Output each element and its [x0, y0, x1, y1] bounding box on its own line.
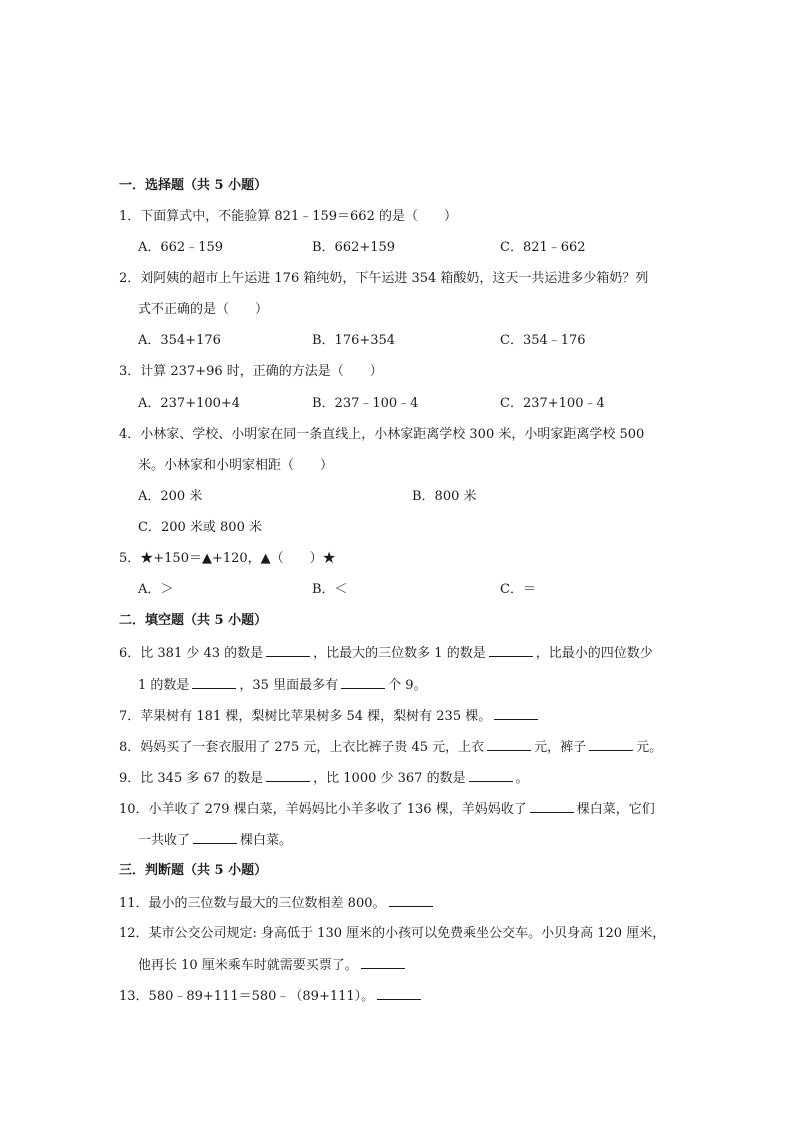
q1-option-b[interactable]: B．662+159 — [312, 240, 396, 255]
q10-text-3: 一共收了 — [138, 833, 191, 848]
q8-blank-2[interactable] — [589, 737, 633, 751]
q2-option-b[interactable]: B．176+354 — [312, 333, 396, 348]
q11-blank[interactable] — [389, 893, 433, 907]
q9-blank-2[interactable] — [469, 768, 513, 782]
q11-text: 11．最小的三位数与最大的三位数相差 800。 — [119, 896, 386, 911]
question-3: 3．计算 237+96 时，正确的方法是（ ） — [119, 364, 383, 379]
q3-option-b[interactable]: B．237﹣100﹣4 — [312, 396, 419, 411]
q6-text-5: ，35 里面最多有 — [239, 678, 339, 693]
question-4-line-1: 4．小林家、学校、小明家在同一条直线上，小林家距离学校 300 米，小明家距离学校 500 — [119, 427, 645, 442]
q10-text-1: 10．小羊收了 279 棵白菜，羊妈妈比小羊多收了 136 棵，羊妈妈收了 — [119, 802, 527, 817]
q6-text-2: ，比最大的三位数多 1 的数是 — [313, 646, 486, 661]
question-1: 1．下面算式中，不能验算 821﹣159＝662 的是（ ） — [119, 209, 457, 224]
q8-text-2: 元，裤子 — [534, 740, 587, 755]
question-10-line-2 — [138, 830, 292, 851]
q3-option-c[interactable]: C．237+100﹣4 — [500, 396, 605, 411]
question-2-line-1: 2．刘阿姨的超市上午运进 176 箱纯奶，下午运进 354 箱酸奶，这天一共运进多少箱奶？列 — [119, 271, 649, 286]
question-7 — [119, 706, 541, 727]
q2-option-c[interactable]: C．354﹣176 — [500, 333, 586, 348]
q6-blank-4[interactable] — [341, 675, 385, 689]
q5-option-c[interactable]: C．＝ — [500, 582, 536, 597]
q10-blank-2[interactable] — [193, 830, 237, 844]
question-12-line-1: 12．某市公交公司规定: 身高低于 130 厘米的小孩可以免费乘坐公交车。小贝身高 120 厘米， — [119, 926, 666, 941]
question-13 — [119, 986, 424, 1007]
question-2-line-2: 式不正确的是（ ） — [138, 302, 269, 317]
q7-text: 7．苹果树有 181 棵，梨树比苹果树多 54 棵，梨树有 235 棵。 — [119, 709, 492, 724]
section-heading-choice: 一．选择题（共 5 小题） — [119, 178, 268, 193]
q1-option-a[interactable]: A．662﹣159 — [138, 240, 224, 255]
q5-option-a[interactable]: A．＞ — [138, 582, 174, 597]
q4-option-a[interactable]: A．200 米 — [138, 489, 203, 504]
q6-text-1: 6．比 381 少 43 的数是 — [119, 646, 264, 661]
q9-text-1: 9．比 345 多 67 的数是 — [119, 771, 264, 786]
q10-blank-1[interactable] — [530, 799, 574, 813]
q6-blank-1[interactable] — [266, 643, 310, 657]
q13-text: 13．580﹣89+111＝580﹣（89+111）。 — [119, 989, 375, 1004]
question-9 — [119, 768, 529, 789]
question-4-line-2: 米。小林家和小明家相距（ ） — [138, 458, 334, 473]
q6-text-6: 个 9。 — [388, 678, 427, 693]
q2-option-a[interactable]: A．354+176 — [138, 333, 221, 348]
q10-text-2: 棵白菜，它们 — [576, 802, 655, 817]
q9-text-3: 。 — [515, 771, 529, 786]
q6-text-4: 1 的数是 — [138, 678, 190, 693]
question-12-line-2 — [138, 955, 408, 976]
q4-option-b[interactable]: B．800 米 — [412, 489, 477, 504]
section-heading-judge: 三．判断题（共 5 小题） — [119, 863, 268, 878]
q13-blank[interactable] — [377, 986, 421, 1000]
section-heading-fill: 二．填空题（共 5 小题） — [119, 613, 268, 628]
q9-blank-1[interactable] — [266, 768, 310, 782]
q9-text-2: ，比 1000 少 367 的数是 — [313, 771, 466, 786]
q8-text-1: 8．妈妈买了一套衣服用了 275 元，上衣比裤子贵 45 元，上衣 — [119, 740, 485, 755]
question-5: 5．★+150＝▲+120，▲（ ）★ — [119, 551, 336, 566]
question-6-line-2 — [138, 675, 427, 696]
q6-blank-2[interactable] — [489, 643, 533, 657]
q10-text-4: 棵白菜。 — [240, 833, 293, 848]
q6-text-3: ，比最小的四位数少 — [535, 646, 653, 661]
q5-option-b[interactable]: B．＜ — [312, 582, 348, 597]
q12-blank[interactable] — [361, 955, 405, 969]
question-11 — [119, 893, 436, 914]
question-8 — [119, 737, 662, 758]
q4-option-c[interactable]: C．200 米或 800 米 — [138, 520, 262, 535]
q8-text-3: 元。 — [636, 740, 663, 755]
q6-blank-3[interactable] — [192, 675, 236, 689]
q7-blank[interactable] — [494, 706, 538, 720]
question-6-line-1 — [119, 643, 653, 664]
q8-blank-1[interactable] — [487, 737, 531, 751]
q12-text-2: 他再长 10 厘米乘车时就需要买票了。 — [138, 958, 358, 973]
q1-option-c[interactable]: C．821﹣662 — [500, 240, 586, 255]
question-10-line-1 — [119, 799, 655, 820]
q3-option-a[interactable]: A．237+100+4 — [138, 396, 241, 411]
